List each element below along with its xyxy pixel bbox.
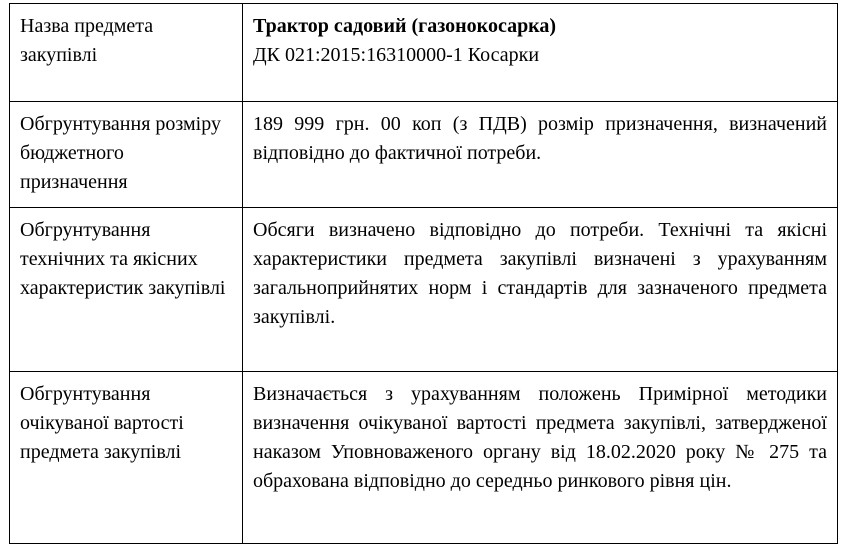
row-value: Визначається з урахуванням положень Примірної методики визначення очікуваної вартості предмета закупівлі, затвердженої наказом Уповноваженого органу від 18.02.2020 року № 275 та обрахована відповідно до середньо ринкового рівня цін.: [243, 372, 838, 544]
table-row: [10, 102, 838, 208]
row-label: Назва предмета закупівлі: [10, 4, 243, 102]
row-label: Обгрунтування технічних та якісних характеристик закупівлі: [10, 208, 243, 372]
row-label: Обгрунтування розміру бюджетного призначення: [10, 102, 243, 208]
justification-table: [9, 3, 838, 544]
table-row: [10, 372, 838, 544]
procurement-item-code: ДК 021:2015:16310000-1 Косарки: [253, 44, 540, 66]
row-value: [243, 4, 838, 102]
row-value: Обсяги визначено відповідно до потреби. Технічні та якісні характеристики предмета закупівлі визначені з урахуванням загальноприйнятих норм і стандартів для зазначеного предмета закупівлі.: [243, 208, 838, 372]
procurement-item-title: Трактор садовий (газонокосарка): [253, 15, 557, 37]
row-value: 189 999 грн. 00 коп (з ПДВ) розмір призначення, визначений відповідно до фактичної потреби.: [243, 102, 838, 208]
table-row: [10, 208, 838, 372]
table-row: [10, 4, 838, 102]
row-label: Обгрунтування очікуваної вартості предмета закупівлі: [10, 372, 243, 544]
